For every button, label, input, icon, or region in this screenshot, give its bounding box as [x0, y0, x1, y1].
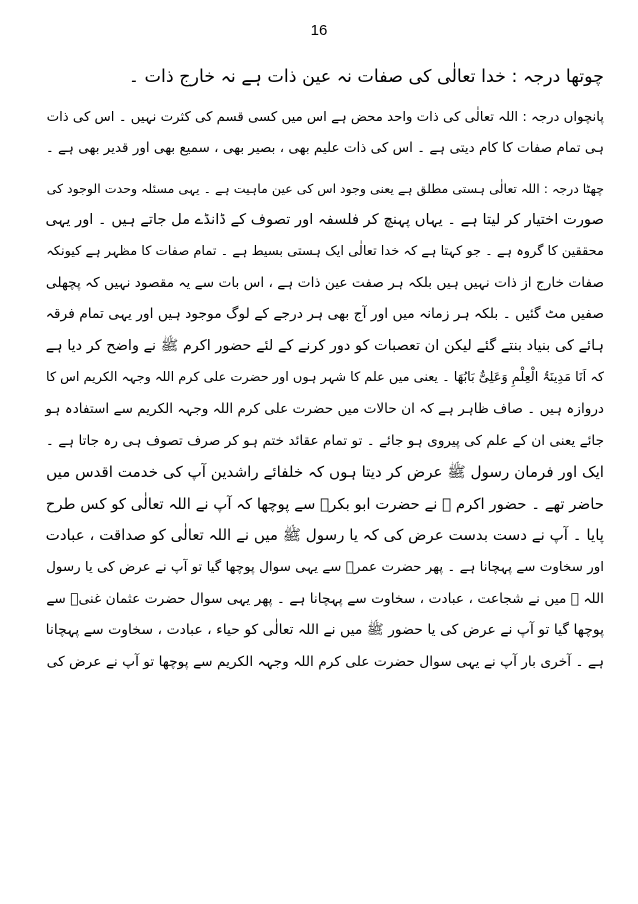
- text-line: صورت اختیار کر لیتا ہے ۔ یہاں پہنچ کر فلسفہ اور تصوف کے ڈانڈے مل جاتے ہیں ۔ اور یہی: [45, 211, 604, 229]
- text-line: دروازہ ہیں ۔ صاف ظاہر ہے کہ ان حالات میں حضرت علی کرم اللہ وجہہ الکریم سے استفادہ ہو: [45, 400, 604, 417]
- text-line: محققین کا گروہ ہے ۔ جو کہتا ہے کہ خدا تعالٰی ایک ہستی بسیط ہے ۔ تمام صفات کا مظہر ہے کیونکہ: [46, 243, 604, 259]
- text-line: ہائے کی بنیاد بنتے گئے لیکن ان تعصبات کو دور کرنے کے لئے حضور اکرم ﷺ نے واضح کر دیا ہے: [45, 337, 604, 354]
- text-line: ہے ۔ آخری بار آپ نے یہی سوال حضرت علی کرم اللہ وجہہ الکریم سے پوچھا تو آپ نے عرض کی: [46, 653, 604, 670]
- page-number: 16: [310, 22, 328, 39]
- text-line: اور سخاوت سے پہچانا ہے ۔ پھر حضرت عمرؓ سے یہی سوال پوچھا گیا تو آپ نے عرض کی یا رسول: [46, 558, 604, 575]
- text-line: اللہ ﷺ میں نے شجاعت ، عبادت ، سخاوت سے پہچانا ہے ۔ پھر یہی سوال حضرت عثمان غنیؓ سے: [46, 590, 604, 607]
- text-line: چوتھا درجہ : خدا تعالٰی کی صفات نہ عین ذات ہے نہ خارج ذات ۔: [128, 67, 604, 87]
- text-line: جائے یعنی ان کے علم کی پیروی ہو جائے ۔ تو تمام عقائد ختم ہو کر صرف تصوف ہی رہ جاتا ہے ۔: [45, 432, 604, 449]
- text-line: پانچواں درجہ : اللہ تعالٰی کی ذات واحد محض ہے اس میں کسی قسم کی کثرت نہیں ۔ اس کی ذات: [46, 109, 604, 125]
- text-line: پوچھا گیا تو آپ نے عرض کی یا حضور ﷺ میں نے اللہ تعالٰی کو حیاء ، عبادت ، سخاوت سے پہچانا: [45, 622, 604, 639]
- body-text: [34, 62, 604, 678]
- text-line: صفات خارج از ذات نہیں ہیں بلکہ ہر صفت عین ذات ہے ، اس بات سے یہ مقصود نہیں کہ پچھلی: [45, 274, 604, 291]
- text-line: ہی تمام صفات کا کام دیتی ہے ۔ اس کی ذات علیم بھی ، بصیر بھی ، سمیع بھی اور قدیر بھی ہے ۔: [45, 140, 604, 157]
- text-line: ایک اور فرمان رسول ﷺ عرض کر دیتا ہوں کہ خلفائے راشدین آپ کی خدمت اقدس میں: [46, 463, 604, 482]
- text-line: صفیں مٹ گئیں ۔ بلکہ ہر زمانہ میں اور آج بھی ہر درجے کے لوگ موجود ہیں اور یہی تمام فرقہ: [45, 306, 604, 323]
- text-line: کہ اَنَا مَدِینَۃُ الْعِلْمِ وَعَلِیٌّ بَابُھَا ۔ یعنی میں علم کا شہر ہوں اور حضرت علی کرم اللہ وجہہ الکریم اس کا: [46, 370, 604, 386]
- text-line: چھٹا درجہ : اللہ تعالٰی ہستی مطلق ہے یعنی وجود اس کی عین ماہیت ہے ۔ یہی مسئلہ وحدت الوجود کی: [46, 180, 604, 196]
- text-line: حاضر تھے ۔ حضور اکرم ﷺ نے حضرت ابو بکرؓ سے پوچھا کہ آپ نے اللہ تعالٰی کو کس طرح: [45, 494, 604, 513]
- text-line: پایا ۔ آپ نے دست بدست عرض کی کہ یا رسول ﷺ میں نے اللہ تعالٰی کو صداقت ، عبادت: [45, 526, 604, 545]
